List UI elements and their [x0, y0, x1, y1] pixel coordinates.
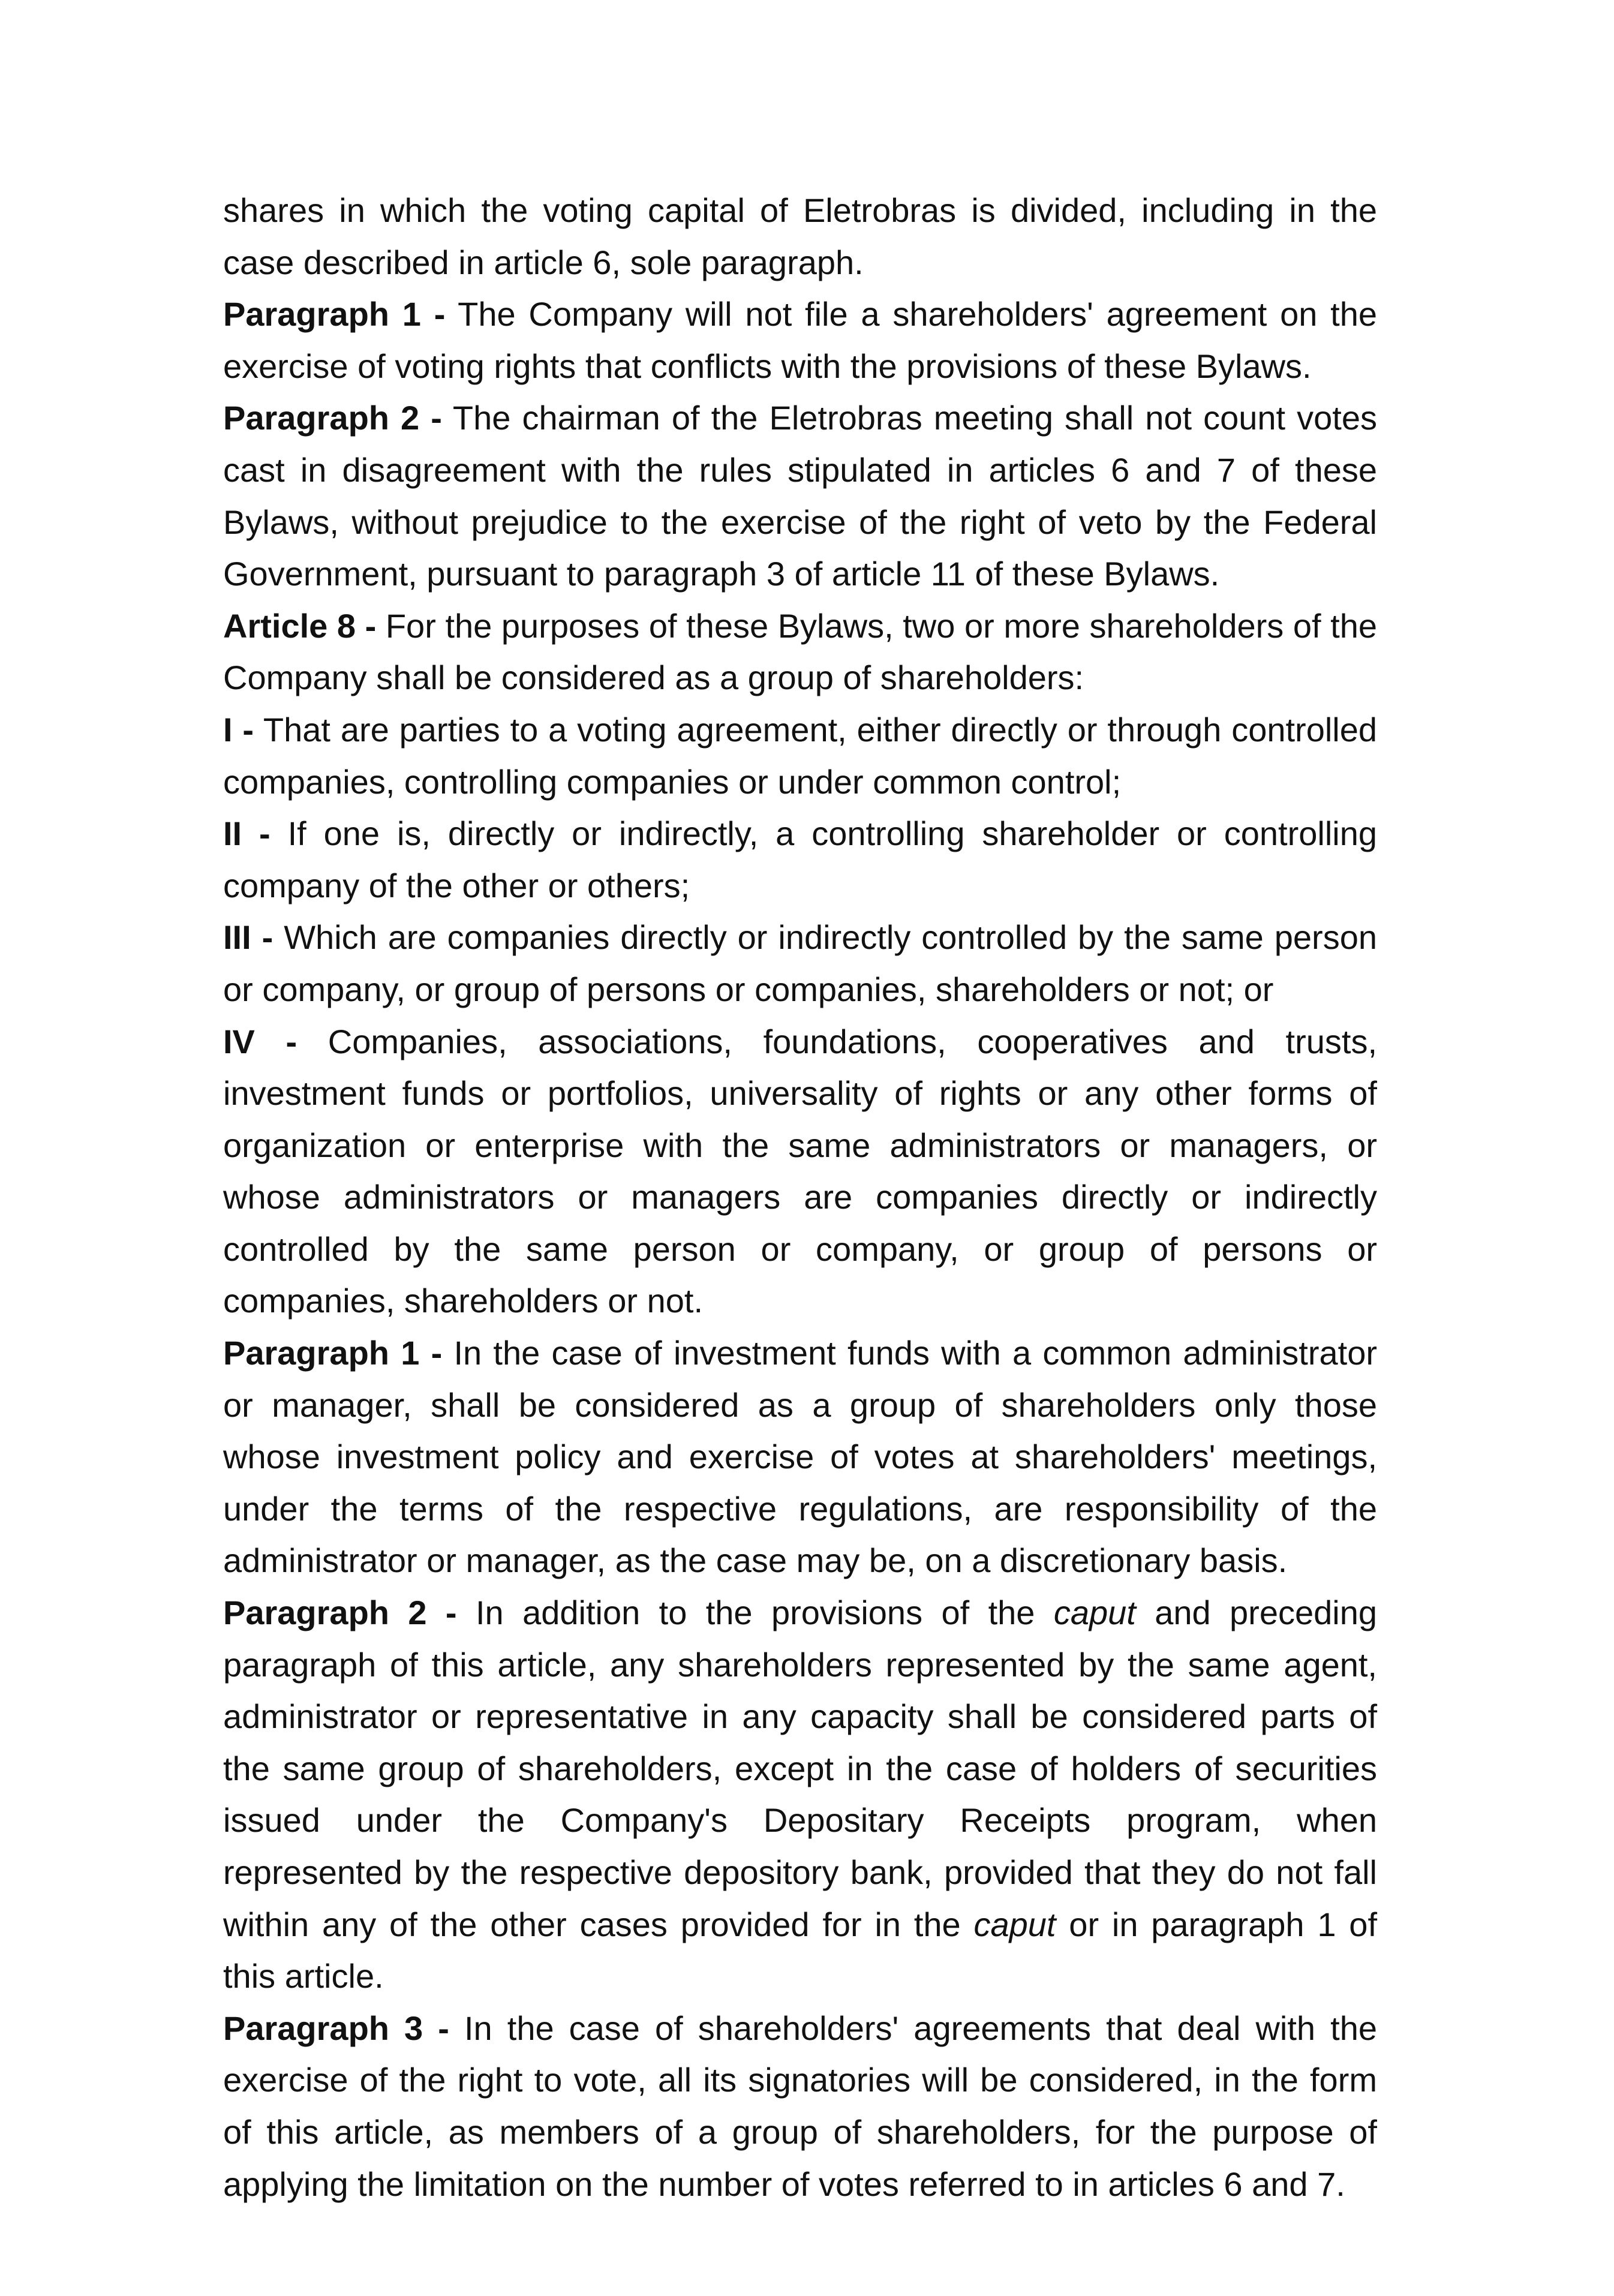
paragraph-label: Paragraph 2 - — [223, 399, 442, 437]
caput-term: caput — [973, 1905, 1056, 1943]
article-8-paragraph-3 — [223, 2003, 1377, 2210]
paragraph-label: Paragraph 1 - — [223, 295, 446, 333]
item-text: If one is, directly or indirectly, a controlling shareholder or controlling company of the other or others; — [223, 815, 1377, 904]
item-text: Companies, associations, foundations, cooperatives and trusts, investment funds or portfolios, universality of rights or any other forms of organization or enterprise with the same administrators or managers, or whose administrators or managers are companies directly or indirectly controlled by the same person or company, or group of persons or companies, shareholders or not. — [223, 1022, 1377, 1320]
paragraph-continuation — [223, 185, 1377, 288]
paragraph-text: In addition to the provisions of the — [456, 1594, 1054, 1632]
article-8 — [223, 600, 1377, 704]
item-label: III - — [223, 918, 273, 957]
article-label: Article 8 - — [223, 606, 377, 645]
paragraph-text: or in paragraph 1 of this article. — [223, 1905, 1378, 1996]
paragraph-1 — [223, 288, 1377, 392]
item-text: That are parties to a voting agreement, either directly or through controlled companies, controlling companies or under common control; — [223, 710, 1378, 801]
item-i — [223, 704, 1377, 808]
paragraph-label: Paragraph 1 - — [223, 1334, 443, 1372]
item-label: I - — [223, 710, 254, 749]
paragraph-2 — [223, 392, 1377, 600]
article-text: For the purposes of these Bylaws, two or more shareholders of the Company shall be considered as a group of shareholders: — [223, 606, 1377, 697]
article-8-paragraph-1 — [223, 1327, 1377, 1587]
paragraph-text: The Company will not file a shareholders' agreement on the exercise of voting rights that conflicts with the provisions of these Bylaws. — [223, 295, 1377, 385]
document-page — [223, 185, 1377, 2210]
item-label: II - — [223, 815, 270, 853]
paragraph-label: Paragraph 3 - — [223, 2009, 449, 2047]
item-label: IV - — [223, 1022, 297, 1060]
item-ii — [223, 808, 1377, 912]
paragraph-text: In the case of investment funds with a common administrator or manager, shall be considered as a group of shareholders only those whose investment policy and exercise of votes at shareholders' meetings, under the terms of the respective regulations, are responsibility of the administrator or manager, as the case may be, on a discretionary basis. — [223, 1334, 1377, 1580]
item-iii — [223, 912, 1377, 1015]
article-8-paragraph-2 — [223, 1587, 1377, 2003]
paragraph-text: and preceding paragraph of this article, any shareholders represented by the same agent, administrator or representative in any capacity shall be considered parts of the same group of shareholders, except in the case of holders of securities issued under the Company's Depositary Receipts program, when represented by the respective depository bank, provided that they do not fall within any of the other cases provided for in the — [223, 1594, 1377, 1943]
item-text: Which are companies directly or indirectly controlled by the same person or company, or group of persons or companies, shareholders or not; or — [223, 918, 1377, 1008]
paragraph-text: In the case of shareholders' agreements that deal with the exercise of the right to vote, all its signatories will be considered, in the form of this article, as members of a group of shareholders, for the purpose of applying the limitation on the number of votes referred to in articles 6 and 7. — [223, 2009, 1377, 2203]
paragraph-text: The chairman of the Eletrobras meeting shall not count votes cast in disagreement with the rules stipulated in articles 6 and 7 of these Bylaws, without prejudice to the exercise of the right of veto by the Federal Government, pursuant to paragraph 3 of article 11 of these Bylaws. — [223, 399, 1378, 593]
caput-term: caput — [1053, 1594, 1136, 1632]
paragraph-text: shares in which the voting capital of Eletrobras is divided, including in the case described in article 6, sole paragraph. — [223, 191, 1377, 281]
item-iv — [223, 1016, 1377, 1328]
paragraph-label: Paragraph 2 - — [223, 1594, 457, 1632]
